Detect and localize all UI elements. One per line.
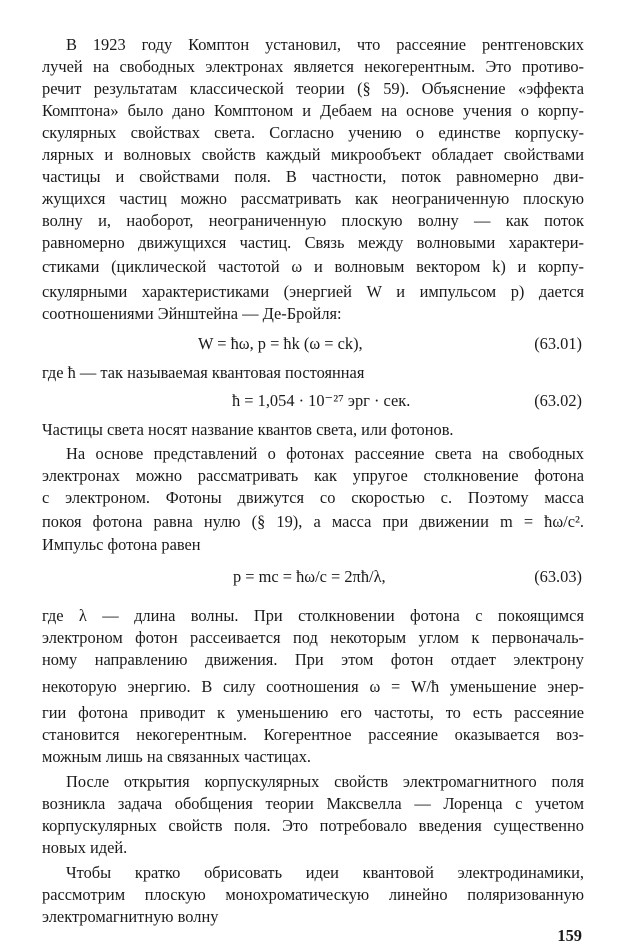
text-line: новых идей. — [42, 838, 128, 857]
equation-number: (63.01) — [534, 334, 582, 353]
text-line: Импульс фотона равен — [42, 535, 201, 554]
equation-63-01: W = ħω, p = ħk (ω = ck), — [198, 334, 363, 353]
text-line: гии фотона приводит к уменьшению его частоты, то есть рассеяние — [42, 703, 584, 722]
equation-63-03: p = mc = ħω/c = 2πħ/λ, — [233, 567, 386, 586]
text-line: частицы и свойствами поля. В частности, поток равномерно дви- — [42, 167, 584, 186]
text-line: В 1923 году Комптон установил, что рассеяние рентгеновских — [66, 35, 584, 54]
text-line: лярных и волновых свойств каждый микрообъект обладает свойствами — [42, 145, 584, 164]
text-line: где λ — длина волны. При столкновении фотона с покоящимся — [42, 606, 584, 625]
text-line: Комптона» было дано Комптоном и Дебаем на основе учения о корпу- — [42, 101, 584, 120]
text-line: покоя фотона равна нулю (§ 19), а масса при движении m = ħω/c². — [42, 512, 584, 531]
text-line: рассмотрим плоскую монохроматическую линейно поляризованную — [42, 885, 584, 904]
equation-number: (63.02) — [534, 391, 582, 410]
text-line: электроном фотон рассеивается под некоторым углом к первоначаль- — [42, 628, 584, 647]
text-line: Частицы света носят название квантов света, или фотонов. — [42, 420, 454, 439]
text-line: корпускулярных свойств поля. Это потребовало введения существенно — [42, 816, 584, 835]
text-line: Чтобы кратко обрисовать идеи квантовой электродинамики, — [66, 863, 584, 882]
text-line: лучей на свободных электронах является некогерентным. Это противо- — [42, 57, 584, 76]
text-line: После открытия корпускулярных свойств электромагнитного поля — [66, 772, 584, 791]
page-number: 159 — [557, 926, 582, 945]
text-line: волну и, наоборот, неограниченную плоскую волну — как поток — [42, 211, 584, 230]
text-line: На основе представлений о фотонах рассеяние света на свободных — [66, 444, 584, 463]
text-line: можным лишь на связанных частицах. — [42, 747, 312, 766]
text-line: некоторую энергию. В силу соотношения ω = W/ħ уменьшение энер- — [42, 677, 584, 696]
text-line: с электроном. Фотоны движутся со скоростью c. Поэтому масса — [42, 488, 584, 507]
text-line: жущихся частиц можно рассматривать как неограниченную плоскую — [42, 189, 584, 208]
text-line: возникла задача обобщения теории Максвелла — Лоренца с учетом — [42, 794, 584, 813]
text-line: стиками (циклической частотой ω и волновым вектором k) и корпу- — [42, 257, 584, 276]
text-line: ному направлению движения. При этом фотон отдает электрону — [42, 650, 584, 669]
text-line: скулярных свойствах света. Согласно учению о единстве корпуску- — [42, 123, 584, 142]
text-line: электронах можно рассматривать как упругое столкновение фотона — [42, 466, 584, 485]
text-line: равномерно движущихся частиц. Связь между волновыми характери- — [42, 233, 584, 252]
text-line: скулярными характеристиками (энергией W и импульсом p) дается — [42, 282, 584, 301]
text-line: электромагнитную волну — [42, 907, 219, 926]
text-line: где ħ — так называемая квантовая постоянная — [42, 363, 365, 382]
text-line: соотношениями Эйнштейна — Де-Бройля: — [42, 304, 342, 323]
text-line: речит результатам классической теории (§ 59). Объяснение «эффекта — [42, 79, 584, 98]
equation-63-02: ħ = 1,054 · 10⁻²⁷ эрг · сек. — [232, 391, 411, 410]
text-line: становится некогерентным. Когерентное рассеяние оказывается воз- — [42, 725, 584, 744]
equation-number: (63.03) — [534, 567, 582, 586]
